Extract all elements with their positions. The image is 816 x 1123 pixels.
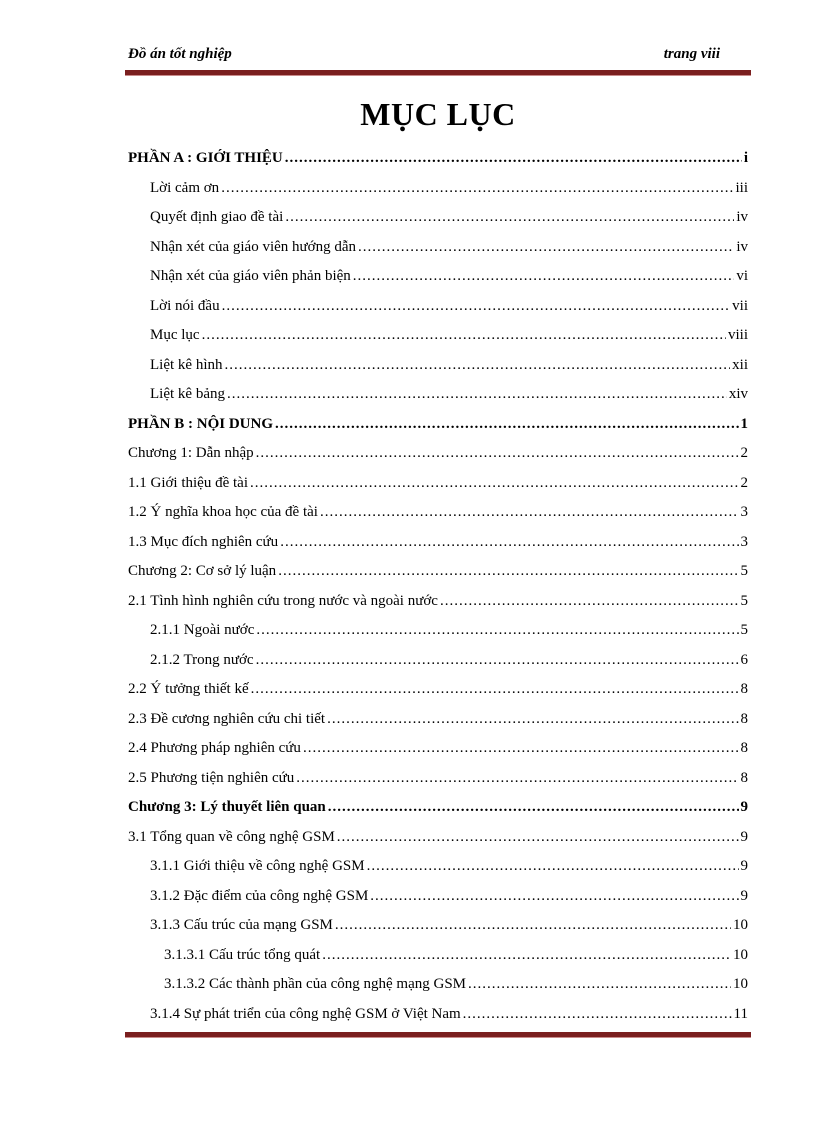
toc-entry[interactable] — [128, 174, 748, 204]
toc-leader-dots — [256, 439, 739, 469]
toc-leader-dots — [322, 941, 731, 971]
toc-leader-dots — [335, 911, 731, 941]
toc-entry-page: 9 — [740, 858, 748, 874]
toc-leader-dots — [275, 410, 739, 440]
toc-entry-title: 1.3 Mục đích nghiên cứu — [128, 533, 279, 550]
toc-leader-dots — [285, 203, 734, 233]
toc-entry[interactable] — [128, 380, 748, 410]
toc-entry-title: 3.1.3 Cấu trúc của mạng GSM — [150, 917, 333, 933]
toc-entry-title: 3.1.1 Giới thiệu về công nghệ GSM — [150, 858, 365, 874]
toc-entry-page: vii — [732, 297, 748, 314]
toc-entry-title: 3.1.4 Sự phát triển của công nghệ GSM ở Việt Nam — [150, 1005, 461, 1022]
toc-entry[interactable] — [128, 292, 748, 322]
toc-entry-title: 1.2 Ý nghĩa khoa học của đề tài — [128, 504, 318, 520]
toc-entry[interactable] — [128, 734, 748, 764]
toc-entry-page: 5 — [740, 592, 748, 609]
toc-entry[interactable] — [128, 941, 748, 971]
toc-entry-title: Quyết định giao đề tài — [150, 209, 284, 225]
toc-leader-dots — [285, 144, 742, 174]
toc-leader-dots — [280, 528, 738, 558]
toc-entry[interactable] — [128, 410, 748, 440]
toc-entry[interactable] — [128, 882, 748, 912]
page-header — [128, 46, 720, 68]
toc-entry-page: xii — [732, 356, 748, 373]
toc-entry-title: 2.2 Ý tưởng thiết kế — [128, 681, 249, 697]
toc-leader-dots — [296, 764, 738, 794]
toc-leader-dots — [278, 557, 738, 587]
toc-entry[interactable] — [128, 498, 748, 528]
toc-leader-dots — [463, 1000, 732, 1030]
toc-entry-page: 9 — [740, 887, 748, 904]
toc-leader-dots — [303, 734, 739, 764]
toc-entry[interactable] — [128, 675, 748, 705]
toc-entry-title: Liệt kê hình — [150, 356, 223, 373]
toc-entry-title: 3.1.3.1 Cấu trúc tổng quát — [164, 946, 321, 963]
toc-entry[interactable] — [128, 233, 748, 263]
toc-entry-title: Mục lục — [150, 327, 200, 343]
toc-leader-dots — [367, 852, 739, 882]
toc-leader-dots — [256, 646, 739, 676]
toc-entry-page: 10 — [733, 976, 748, 992]
toc-leader-dots — [227, 380, 727, 410]
toc-entry-page: 1 — [740, 415, 748, 432]
toc-entry-page: xiv — [728, 386, 748, 402]
toc-entry[interactable] — [128, 144, 748, 174]
toc-entry-title: 3.1.2 Đặc điểm của công nghệ GSM — [150, 887, 369, 904]
toc-entry-title: 3.1 Tổng quan về công nghệ GSM — [128, 828, 335, 845]
toc-entry-title: 2.3 Đề cương nghiên cứu chi tiết — [128, 710, 326, 727]
toc-entry[interactable] — [128, 852, 748, 882]
toc-leader-dots — [353, 262, 735, 292]
toc-entry-page: 5 — [740, 622, 748, 638]
toc-entry-page: 2 — [740, 445, 748, 461]
toc-entry[interactable] — [128, 439, 748, 469]
toc-leader-dots — [320, 498, 739, 528]
header-divider — [125, 70, 751, 75]
toc-entry-page: 5 — [740, 563, 748, 579]
toc-entry-title: 1.1 Giới thiệu đề tài — [128, 474, 248, 491]
toc-leader-dots — [358, 233, 734, 263]
toc-entry-page: 6 — [740, 651, 748, 668]
footer-divider — [125, 1032, 751, 1037]
toc-entry-page: i — [743, 150, 748, 166]
toc-entry[interactable] — [128, 823, 748, 853]
toc-leader-dots — [337, 823, 739, 853]
toc-entry[interactable] — [128, 469, 748, 499]
toc-entry[interactable] — [128, 557, 748, 587]
toc-entry-page: 8 — [740, 740, 748, 756]
toc-leader-dots — [224, 351, 730, 381]
header-page-number: trang viii — [663, 46, 720, 62]
toc-leader-dots — [250, 469, 739, 499]
toc-entry-title: 2.1 Tình hình nghiên cứu trong nước và ngoài nước — [128, 592, 438, 609]
toc-entry[interactable] — [128, 528, 748, 558]
toc-leader-dots — [251, 675, 739, 705]
toc-entry-title: Chương 1: Dẫn nhập — [128, 445, 254, 461]
toc-leader-dots — [370, 882, 738, 912]
toc-entry[interactable] — [128, 262, 748, 292]
toc-entry-page: 10 — [733, 946, 748, 963]
toc-entry[interactable] — [128, 1000, 748, 1030]
toc-entry-page: 8 — [740, 769, 748, 786]
toc-entry-title: Lời cảm ơn — [150, 179, 220, 196]
toc-entry-page: 9 — [740, 828, 748, 845]
toc-entry-page: 11 — [733, 1005, 748, 1022]
toc-leader-dots — [327, 705, 738, 735]
toc-entry-title: 2.4 Phương pháp nghiên cứu — [128, 740, 301, 756]
toc-entry[interactable] — [128, 321, 748, 351]
table-of-contents — [128, 144, 748, 1029]
toc-entry[interactable] — [128, 616, 748, 646]
toc-leader-dots — [440, 587, 739, 617]
toc-entry[interactable] — [128, 203, 748, 233]
toc-leader-dots — [222, 292, 731, 322]
toc-entry-page: iii — [735, 179, 748, 196]
toc-entry-page: iv — [736, 238, 748, 255]
toc-entry-page: vi — [736, 268, 748, 284]
toc-entry-page: viii — [727, 327, 748, 343]
toc-entry-title: Nhận xét của giáo viên hướng dẫn — [150, 238, 357, 255]
toc-entry[interactable] — [128, 705, 748, 735]
toc-leader-dots — [221, 174, 733, 204]
toc-entry[interactable] — [128, 646, 748, 676]
toc-entry[interactable] — [128, 351, 748, 381]
page-title: MỤC LỤC — [360, 96, 516, 132]
toc-entry-page: 10 — [733, 917, 748, 933]
toc-entry-page: iv — [736, 209, 748, 225]
toc-entry-page: 3 — [740, 504, 748, 520]
toc-entry-title: 3.1.3.2 Các thành phần của công nghệ mạng GSM — [164, 976, 467, 992]
toc-entry-title: 2.1.1 Ngoài nước — [150, 622, 255, 638]
toc-entry[interactable] — [128, 587, 748, 617]
toc-entry-page: 3 — [740, 533, 748, 550]
toc-entry[interactable] — [128, 764, 748, 794]
toc-entry-title: Chương 3: Lý thuyết liên quan — [128, 799, 326, 815]
toc-leader-dots — [468, 970, 731, 1000]
toc-leader-dots — [328, 793, 739, 823]
toc-entry[interactable] — [128, 793, 748, 823]
toc-entry-title: 2.1.2 Trong nước — [150, 651, 254, 668]
toc-leader-dots — [202, 321, 726, 351]
toc-entry[interactable] — [128, 970, 748, 1000]
toc-entry-page: 9 — [740, 799, 748, 815]
toc-leader-dots — [256, 616, 738, 646]
toc-entry-title: 2.5 Phương tiện nghiên cứu — [128, 769, 295, 786]
toc-entry-title: PHẦN A : GIỚI THIỆU — [128, 150, 283, 166]
header-document-title: Đồ án tốt nghiệp — [128, 46, 232, 62]
toc-entry-page: 8 — [740, 681, 748, 697]
toc-entry-page: 8 — [740, 710, 748, 727]
toc-entry-title: Liệt kê bảng — [150, 386, 225, 402]
toc-entry-page: 2 — [740, 474, 748, 491]
toc-entry-title: Lời nói đầu — [150, 297, 220, 314]
toc-entry-title: Chương 2: Cơ sở lý luận — [128, 563, 277, 579]
toc-entry-title: PHẦN B : NỘI DUNG — [128, 415, 273, 432]
toc-entry-title: Nhận xét của giáo viên phản biện — [150, 268, 351, 284]
toc-entry[interactable] — [128, 911, 748, 941]
